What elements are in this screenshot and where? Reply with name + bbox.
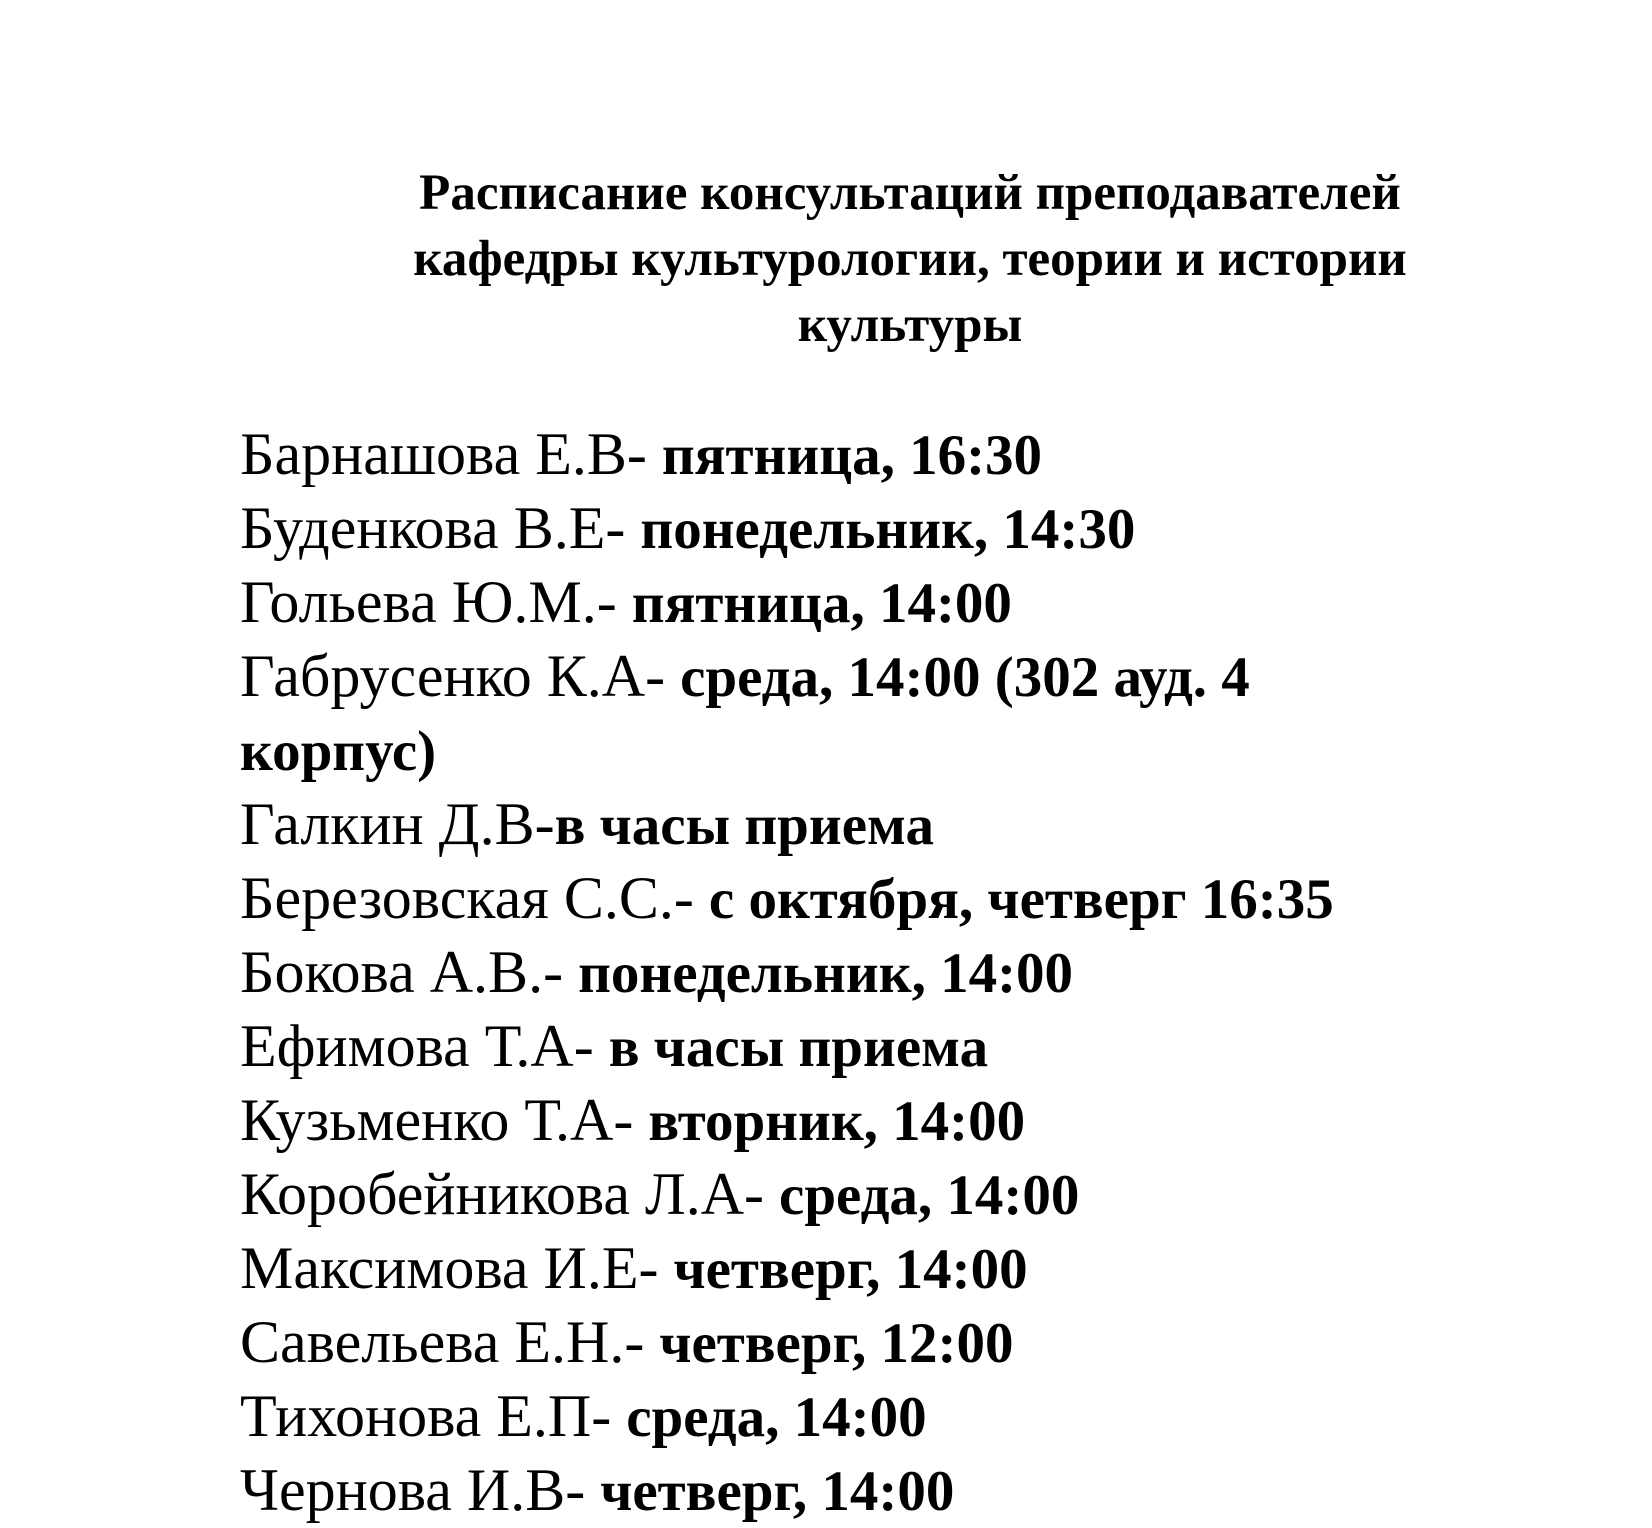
consultation-time: понедельник, 14:00	[578, 942, 1074, 1005]
consultation-time: с октября, четверг 16:35	[708, 868, 1334, 931]
schedule-entry	[240, 418, 1440, 492]
consultation-schedule-list	[240, 418, 1440, 1528]
teacher-name: Буденкова В.Е-	[240, 495, 641, 561]
title-line-1: Расписание консультаций преподавателей	[419, 165, 1401, 221]
schedule-entry	[240, 1010, 1440, 1084]
consultation-time: вторник, 14:00	[648, 1090, 1026, 1153]
consultation-time: пятница, 16:30	[661, 424, 1043, 487]
teacher-name: Ефимова Т.А-	[240, 1013, 609, 1079]
consultation-time: понедельник, 14:30	[640, 498, 1136, 561]
teacher-name: Галкин Д.В-	[240, 791, 555, 857]
schedule-entry	[240, 1084, 1440, 1158]
title-line-3: культуры	[797, 297, 1023, 353]
teacher-name: Максимова И.Е-	[240, 1235, 674, 1301]
teacher-name: Гольева Ю.М.-	[240, 569, 632, 635]
consultation-time: среда, 14:00	[779, 1164, 1080, 1227]
teacher-name: Барнашова Е.В-	[240, 421, 662, 487]
schedule-entry	[240, 788, 1440, 862]
schedule-entry	[240, 566, 1440, 640]
consultation-time: четверг, 14:00	[673, 1238, 1028, 1301]
schedule-entry	[240, 1158, 1440, 1232]
consultation-time: среда, 14:00 (302 ауд. 4 корпус)	[240, 646, 1250, 783]
teacher-name: Габрусенко К.А-	[240, 643, 681, 709]
page-title	[240, 160, 1580, 358]
teacher-name: Коробейникова Л.А-	[240, 1161, 780, 1227]
teacher-name: Савельева Е.Н.-	[240, 1309, 660, 1375]
schedule-entry	[240, 1454, 1440, 1528]
schedule-entry	[240, 640, 1440, 788]
title-line-2: кафедры культурологии, теории и истории	[413, 231, 1407, 287]
consultation-time: четверг, 14:00	[600, 1460, 955, 1523]
schedule-entry	[240, 936, 1440, 1010]
consultation-time: пятница, 14:00	[631, 572, 1012, 635]
consultation-time: четверг, 12:00	[659, 1312, 1014, 1375]
schedule-entry	[240, 1380, 1440, 1454]
consultation-time: в часы приема	[608, 1016, 989, 1079]
teacher-name: Кузьменко Т.А-	[240, 1087, 649, 1153]
schedule-entry	[240, 492, 1440, 566]
teacher-name: Березовская С.С.-	[240, 865, 709, 931]
teacher-name: Бокова А.В.-	[240, 939, 579, 1005]
consultation-time: в часы приема	[554, 794, 934, 857]
consultation-time: среда, 14:00	[626, 1386, 927, 1449]
schedule-entry	[240, 1306, 1440, 1380]
teacher-name: Тихонова Е.П-	[240, 1383, 627, 1449]
schedule-entry	[240, 862, 1440, 936]
teacher-name: Чернова И.В-	[240, 1457, 601, 1523]
schedule-entry	[240, 1232, 1440, 1306]
